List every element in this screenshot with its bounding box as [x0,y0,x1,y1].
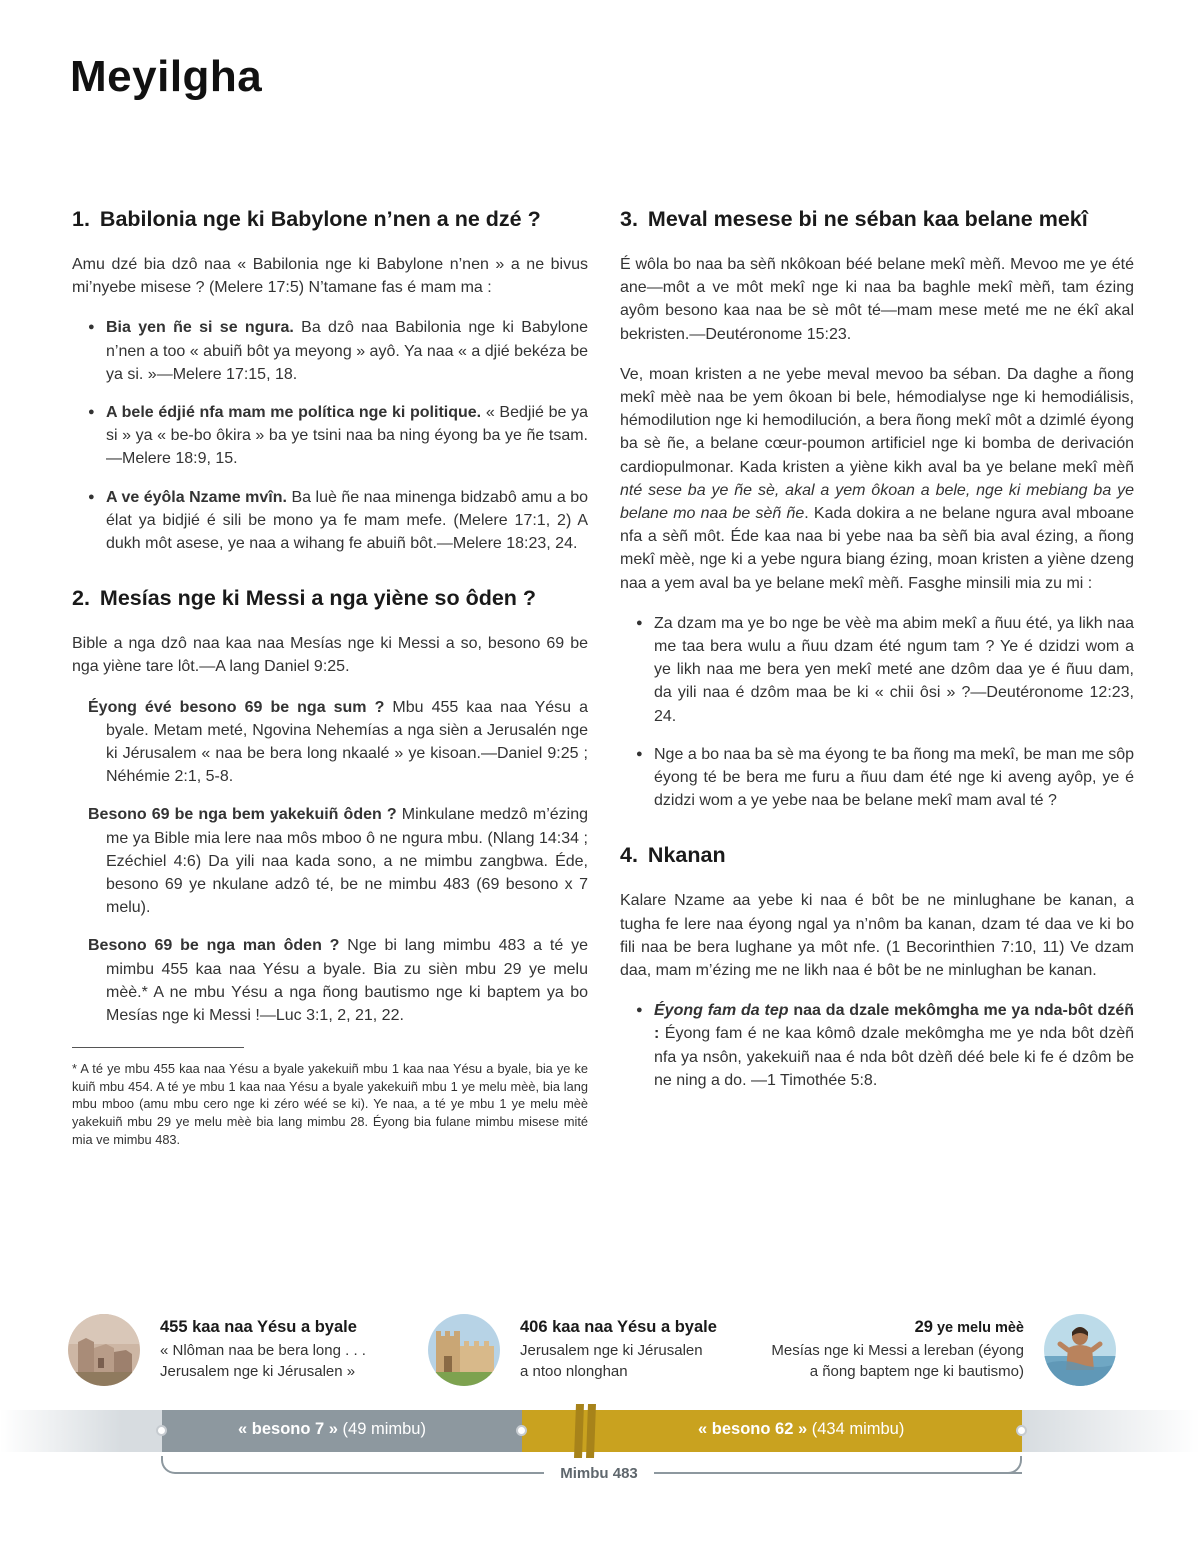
footnote-divider [72,1047,244,1048]
baptism-thumbnail [1044,1314,1116,1386]
timeline-band-left-fade [0,1410,162,1452]
list-item: ● Éyong fam da tep naa da dzale mekômgha me ya nda-bôt dzéñ : Éyong fam é ne kaa kômô dzale mekômgha me ye nda bôt dzèñ nfa ya nsôn, yakekuiñ naa é nda bôt dzèñ déé bele ki fe é dzôm be ne ning a do. —1 Timothée 5:8. [636,999,1134,1092]
left-column [72,205,588,1148]
list-item: ● A bele édjié nfa mam me política nge ki politique. « Bedjié be ya si » ya « be-bo ôkira » ba ye tsini naa ba ning éyong ba ye ñe tsam.—Melere 18:9, 15. [88,401,588,471]
section-1-heading: 1. Babilonia nge ki Babylone n’nen a ne dzé ? [72,207,541,231]
timeline-event-1-title: 455 kaa naa Yésu a byale [160,1318,357,1336]
timeline-event-3-title: 29 ye melu mèè [914,1318,1024,1336]
list-item: ● Nge a bo naa ba sè ma éyong te ba ñong ma mekî, be man me sôp éyong té be bera me furu a ñuu dam été nge ki aveng ayôp, ye é dzidzi wom a ye yebe naa be belane mekî mam aval té ? [636,743,1134,813]
timeline-break-marker [570,1404,602,1458]
timeline-dot-455 [156,1425,167,1436]
section-4-bullets [636,999,1134,1092]
timeline-event-2-text: Jerusalem nge ki Jérusalen a ntoo nlonghan [520,1342,703,1380]
timeline-event-3-text: Mesías nge ki Messi a lereban (éyong a ñong baptem nge ki bautismo) [771,1342,1024,1380]
section-4-heading: 4. Nkanan [620,843,726,868]
footnote: * A té ye mbu 455 kaa naa Yésu a byale yakekuiñ mbu 1 kaa naa Yésu a byale, bia ye ke kuiñ mbu 454. A té ye mbu 1 kaa naa Yésu a byale yakekuiñ mbu 1 ye melu mèè, bia lang mbu mboo (amu mbu cero nge ki zéro wéé se ki). Ye naa, a té ye mbu 1 ye melu mèè yakekuiñ mbu 29 ye melu mèè bia lang mimbu 28. Éyong bia fulane mimbu misese mité mia ve mimbu 483. [72,1061,588,1147]
section-2-heading: 2. Mesías nge ki Messi a nga yiène so ôden ? [72,586,537,611]
band-label-62-weeks: « besono 62 » (434 mimbu) [698,1420,905,1438]
timeline-dot-29 [1016,1425,1027,1436]
list-item: ● Bia yen ñe si se ngura. Ba dzô naa Babilonia nge ki Babylone n’nen a too « abuiñ bôt ya meyong » ayô. Ya naa « a djié bekéza be ya si. »—Melere 17:15, 18. [88,316,588,386]
section-1-intro: Amu dzé bia dzô naa « Babilonia nge ki Babylone n’nen » a ne bivus mi’nyebe misese ? (Melere 17:5) N’tamane fas é mam ma : [72,256,588,297]
right-column [620,205,1134,1109]
total-years-label: Mimbu 483 [544,1465,654,1482]
section-1-bullets [88,316,588,555]
qa-item: Éyong évé besono 69 be nga sum ? Mbu 455 kaa naa Yésu a byale. Metam meté, Ngovina Nehemías a nga sièn a Jerusalén nge ki Jérusalem « naa be bera long nkaalé » ye kisoan.—Daniel 9:25 ; Néhémie 2:1, 5-8. [88,698,588,786]
bracket-left-corner [161,1456,177,1474]
section-3-paragraph-2: Ve, moan kristen a ne yebe meval mevoo ba séban. Da daghe a ñong mekî mèè naa be yem ôkoan bi bele, hémodialyse nge ki hemodiálisis, hémodilution nge ki hemodilución, a bera ñong mekî môt a dzimlé éyong ba sè ñe, a belane cœur-poumon artificiel nge ki bomba de derivación cardiopulmonar. Kada kristen a yiène kikh aval ba ye belane mekî mèñ nté sese ba ye ñe sè, akal a yem ôkoan a bele, nge ki mebiang ba ye belane mo naa be sèñ ñe. Kada dokira a ne belane ngura aval mboane nfa a sèñ môt. Éde kaa naa bi yebe naa ba sèñ bia aval ézing, a ñong mekî mèè, nge ki a yebe ngura biang ézing, moan kristen a yiène dzeng naa a yem aval ba ye belane mekî mèñ. Fasghe minsili mia zu mi : [620,365,1134,592]
list-item: ● Za dzam ma ye bo nge be vèè ma abim mekî a ñuu été, ya likh naa me taa bera wulu a ñuu dzam été ngum tam ? Ye é dzidzi wom a ye likh naa me bera yen mekî meté ane dzôm daa ye é ñuu dam, da yili naa é dzôm maa be ki « chii ôsi » ?—Deutéronome 12:23, 24. [636,612,1134,728]
list-item: ● A ve éyôla Nzame mvîn. Ba luè ñe naa minenga bidzabô amu a bo élat ya bidjié é sili be mono ya fe mam mefe. (Melere 17:1, 2) A dukh môt asese, ye naa a wihang fe abuiñ bôt.—Melere 18:23, 24. [88,486,588,556]
city-walls-thumbnail [428,1314,500,1386]
timeline-band-right-fade [1022,1410,1200,1452]
band-label-7-weeks: « besono 7 » (49 mimbu) [238,1420,426,1438]
section-3-bullets [636,612,1134,813]
section-3-heading: 3. Meval mesese bi ne séban kaa belane mekî [620,207,1088,231]
ruins-thumbnail [68,1314,140,1386]
section-4-paragraph: Kalare Nzame aa yebe ki naa é bôt be ne minlughane be kanan, a tugha fe lere naa éyong ngal ya n’nôm ba kanan, dzam té daa ve ki bo fili naa be bera lughane ya môt nfe. (1 Becorinthien 7:10, 11) Ve dzam daa, mam m’ézing me ne likh naa é bôt be ne minlughan be kanan. [620,892,1134,980]
page-title: Meyilgha [70,52,263,101]
qa-item: Besono 69 be nga man ôden ? Nge bi lang mimbu 483 a té ye mimbu 455 kaa naa Yésu a byale. Bia zu sièn mbu 29 ye melu mèè.* A ne mbu Yésu a nga ñong bautismo nge ki baptem ya bo Mesías nge ki Messi !—Luc 3:1, 2, 21, 22. [88,937,588,1025]
timeline-event-2-title: 406 kaa naa Yésu a byale [520,1318,717,1336]
qa-item: Besono 69 be nga bem yakekuiñ ôden ? Minkulane medzô m’ézing me ya Bible mia lere naa môs mboo ô ne ngura mbu. (Nlang 14:34 ; Ezéchiel 4:6) Da yili naa kada sono, a ne mimbu zangbwa. Éde, besono 69 ye nkulane adzô té, be ne mimbu 483 (69 besono x 7 melu). [88,806,589,917]
section-3-paragraph-1: É wôla bo naa ba sèñ nkôkoan béé belane mekî mèñ. Mevoo me ye été ane—môt a ve môt mekî nge ki naa ba baghle mekî mèñ, tam ézing ayôm besono kaa naa be sè môt té—mam mese meté me ne ékî akal bekristen.—Deutéronome 15:23. [620,256,1134,343]
section-2-intro: Bible a nga dzô naa kaa naa Mesías nge ki Messi a so, besono 69 be nga yiène tare lôt.—A lang Daniel 9:25. [72,635,588,676]
timeline-dot-406 [516,1425,527,1436]
timeline-event-1-text: « Nlôman naa be bera long . . . Jerusalem nge ki Jérusalen » [160,1342,366,1380]
